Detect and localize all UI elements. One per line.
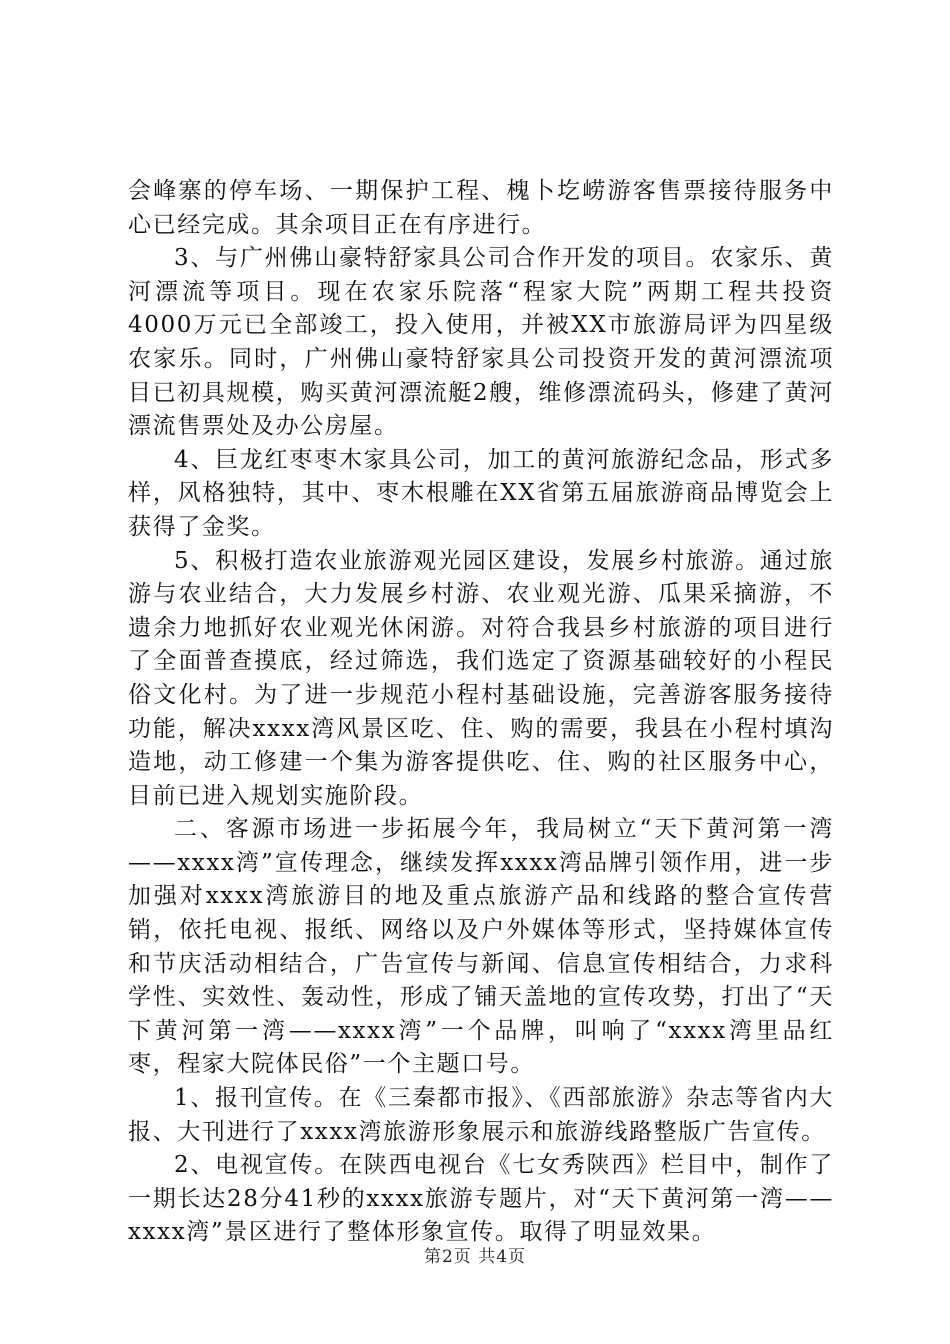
paragraph-continuation: 会峰寨的停车场、一期保护工程、槐卜圪崂游客售票接待服务中心已经完成。其余项目正在有序进行。 [128, 178, 834, 238]
paragraph-newspaper-promotion: 1、报刊宣传。在《三秦都市报》、《西部旅游》杂志等省内大报、大刊进行了xxxx湾旅游形象展示和旅游线路整版广告宣传。 [128, 1085, 834, 1145]
paragraph-item-4: 4、巨龙红枣枣木家具公司，加工的黄河旅游纪念品，形式多样，风格独特，其中、枣木根雕在XX省第五届旅游商品博览会上获得了金奖。 [128, 446, 834, 540]
paragraph-tv-promotion: 2、电视宣传。在陕西电视台《七女秀陕西》栏目中，制作了一期长达28分41秒的xxxx旅游专题片，对“天下黄河第一湾——xxxx湾”景区进行了整体形象宣传。取得了明显效果。 [128, 1152, 834, 1246]
paragraph-section-2: 二、客源市场进一步拓展今年，我局树立“天下黄河第一湾——xxxx湾”宣传理念，继续发挥xxxx湾品牌引领作用，进一步加强对xxxx湾旅游目的地及重点旅游产品和线路的整合宣传营销，依托电视、报纸、网络以及户外媒体等形式，坚持媒体宣传和节庆活动相结合，广告宣传与新闻、信息宣传相结合，力求科学性、实效性、轰动性，形成了铺天盖地的宣传攻势，打出了“天下黄河第一湾——xxxx湾”一个品牌，叫响了“xxxx湾里品红枣，程家大院体民俗”一个主题口号。 [128, 816, 834, 1078]
page-number-footer: 第2页 共4页 [423, 1247, 527, 1267]
paragraph-item-3: 3、与广州佛山豪特舒家具公司合作开发的项目。农家乐、黄河漂流等项目。现在农家乐院落“程家大院”两期工程共投资4000万元已全部竣工，投入使用，并被XX市旅游局评为四星级农家乐。同时，广州佛山豪特舒家具公司投资开发的黄河漂流项目已初具规模，购买黄河漂流艇2艘，维修漂流码头，修建了黄河漂流售票处及办公房屋。 [128, 245, 834, 440]
document-body [128, 175, 834, 1250]
paragraph-item-5: 5、积极打造农业旅游观光园区建设，发展乡村旅游。通过旅游与农业结合，大力发展乡村游、农业观光游、瓜果采摘游，不遗余力地抓好农业观光休闲游。对符合我县乡村旅游的项目进行了全面普查摸底，经过筛选，我们选定了资源基础较好的小程民俗文化村。为了进一步规范小程村基础设施，完善游客服务接待功能，解决xxxx湾风景区吃、住、购的需要，我县在小程村填沟造地，动工修建一个集为游客提供吃、住、购的社区服务中心，目前已进入规划实施阶段。 [128, 547, 834, 809]
